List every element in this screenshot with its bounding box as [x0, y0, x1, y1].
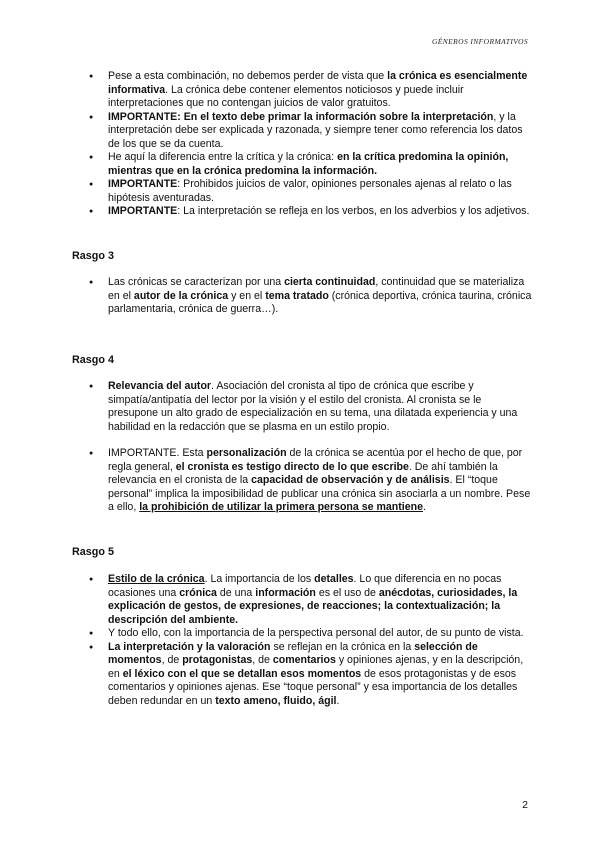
list-item: ● IMPORTANTE: En el texto debe primar la información sobre la interpretación, y la interpretación debe ser explicada y razonada, y siempre tener como referencia los datos de los que se da cuenta. — [72, 111, 532, 152]
section-heading-rasgo-4: Rasgo 4 — [72, 353, 115, 366]
section-heading-rasgo-3: Rasgo 3 — [72, 249, 115, 262]
intro-bullet-list — [72, 70, 532, 219]
page-content — [72, 70, 532, 708]
rasgo-4-list — [72, 380, 532, 515]
list-item: ● Las crónicas se caracterizan por una cierta continuidad, continuidad que se materializa en el autor de la crónica y en el tema tratado (crónica deportiva, crónica taurina, crónica parlamentaria, crónica de guerra…). — [72, 276, 532, 317]
list-item: ● Relevancia del autor. Asociación del cronista al tipo de crónica que escribe y simpatía/antipatía del lector por la visión y el estilo del cronista. Al cronista se le presupone un alto grado de especialización en su tema, una dilatada experiencia y una habilidad en la redacción que se plasma en un estilo propio. — [72, 380, 532, 434]
rasgo-3-list — [72, 276, 532, 317]
list-item: ● La interpretación y la valoración se reflejan en la crónica en la selección de momentos, de protagonistas, de comentarios y opiniones ajenas, y en la descripción, en el léxico con el que se detallan esos momentos de esos protagonistas y de esos comentarios y opiniones ajenas. Ese “toque personal” y esa importancia de los detalles deben redundar en un texto ameno, fluido, ágil. — [72, 641, 532, 709]
section-heading-rasgo-5: Rasgo 5 — [72, 545, 115, 558]
list-item: ● Estilo de la crónica. La importancia de los detalles. Lo que diferencia en no pocas ocasiones una crónica de una información es el uso de anécdotas, curiosidades, la explicación de gestos, de expresiones, de reacciones; la contextualización; la descripción del ambiente. — [72, 573, 532, 627]
list-item: ● IMPORTANTE: Prohibidos juicios de valor, opiniones personales ajenas al relato o las hipótesis aventuradas. — [72, 178, 532, 205]
list-item: ● Y todo ello, con la importancia de la perspectiva personal del autor, de su punto de vista. — [72, 627, 532, 641]
list-item: ● IMPORTANTE. Esta personalización de la crónica se acentúa por el hecho de que, por regla general, el cronista es testigo directo de lo que escribe. De ahí también la relevancia en el cronista de la capacidad de observación y de análisis. El “toque personal” implica la imposibilidad de publicar una crónica sin asociarla a un nombre. Pese a ello, la prohibición de utilizar la primera persona se mantiene. — [72, 447, 532, 515]
running-header: GÉNEROS INFORMATIVOS — [431, 37, 528, 46]
list-item: ● Pese a esta combinación, no debemos perder de vista que la crónica es esencialmente informativa. La crónica debe contener elementos noticiosos y puede incluir interpretaciones que no contengan juicios de valor gratuitos. — [72, 70, 532, 111]
rasgo-5-list — [72, 573, 532, 708]
page-number: 2 — [522, 799, 528, 811]
list-item: ● IMPORTANTE: La interpretación se refleja en los verbos, en los adverbios y los adjetivos. — [72, 205, 532, 219]
list-item: ● He aquí la diferencia entre la crítica y la crónica: en la crítica predomina la opinión, mientras que en la crónica predomina la información. — [72, 151, 532, 178]
